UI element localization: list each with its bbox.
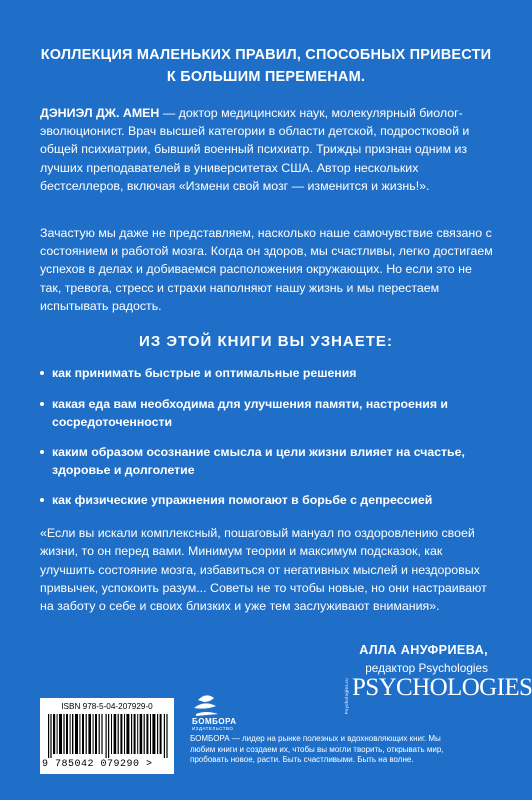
headline-line: КОЛЛЕКЦИЯ МАЛЕНЬКИХ ПРАВИЛ, СПОСОБНЫХ ПРИВЕСТИ [40,47,492,63]
list-item: как принимать быстрые и оптимальные решения [40,364,500,382]
psychologies-logo-text: PSYCHOLOGIES [352,674,532,701]
barcode [40,698,174,774]
list-item: как физические упражнения помогают в борьбе с депрессией [40,491,500,509]
bullet-dot-icon [40,498,44,502]
bullet-dot-icon [40,450,44,454]
learn-list [40,364,500,509]
author-bio [40,104,494,195]
author-name: ДЭНИЭЛ ДЖ. АМЕН [40,106,160,120]
bullet-dot-icon [40,371,44,375]
quote-author-name: АЛЛА АНУФРИЕВА, [359,643,488,657]
psychologies-logo [344,674,532,715]
author-bio-text: — доктор медицинских наук, молекулярный биолог-эволюционист. Врач высшей категории в области детской, подростковой и общей психиатрии, бывший военный психиатр. Трижды признан одним из лучших преподавателей в университетах США. Автор нескольких бестселлеров, включая «Измени свой мозг — изменится и жизнь!». [40,106,470,193]
headline [40,44,492,88]
bombora-logo [192,690,254,731]
isbn-label: ISBN 978-5-04-207929-0 [61,702,153,711]
list-item: какая еда вам необходима для улучшения памяти, настроения и сосредоточенности [40,395,500,431]
list-item: каким образом осознание смысла и цели жизни влияет на счастье, здоровье и долголетие [40,443,500,479]
barcode-digits: 9 785042 079290 > [42,759,153,770]
headline-line: К БОЛЬШИМ ПЕРЕМЕНАМ. [166,69,366,85]
quote-author-role: редактор Psychologies [365,661,488,675]
learn-title: ИЗ ЭТОЙ КНИГИ ВЫ УЗНАЕТЕ: [139,333,393,350]
intro-paragraph: Зачастую мы даже не представляем, насколько наше самочувствие связано с состоянием и работой мозга. Когда он здоров, мы счастливы, легко достигаем успехов в делах и добиваемся расположения окружающих. Но если это не так, тревога, стресс и страхи наполняют нашу жизнь и мы перестаем испытывать радость. [40,226,493,313]
psychologies-logo-small: Psychologies.ru [344,678,349,715]
review-quote: «Если вы искали комплексный, пошаговый мануал по оздоровлению своей жизни, то он перед вами. Минимум теории и максимум подсказок, как улучшить состояние мозга, избавиться от негативных мыслей и нездоровых привычек, успокоить разум... Советы не то чтобы новые, но они настраивают на заботу о себе и своих близких и уже тем заслуживают внимания». [40,526,487,614]
bombora-logo-name: БОМБОРА [192,717,237,726]
bombora-logo-sub: ИЗДАТЕЛЬСТВО [192,726,234,731]
bullet-dot-icon [40,402,44,406]
publisher-description: БОМБОРА — лидер на рынке полезных и вдохновляющих книг. Мы любим книги и создаем их, чтобы вы могли творить, открывать мир, пробовать новое, расти. Быть счастливыми. Быть на волне. [190,734,444,765]
barcode-icon [48,714,168,758]
